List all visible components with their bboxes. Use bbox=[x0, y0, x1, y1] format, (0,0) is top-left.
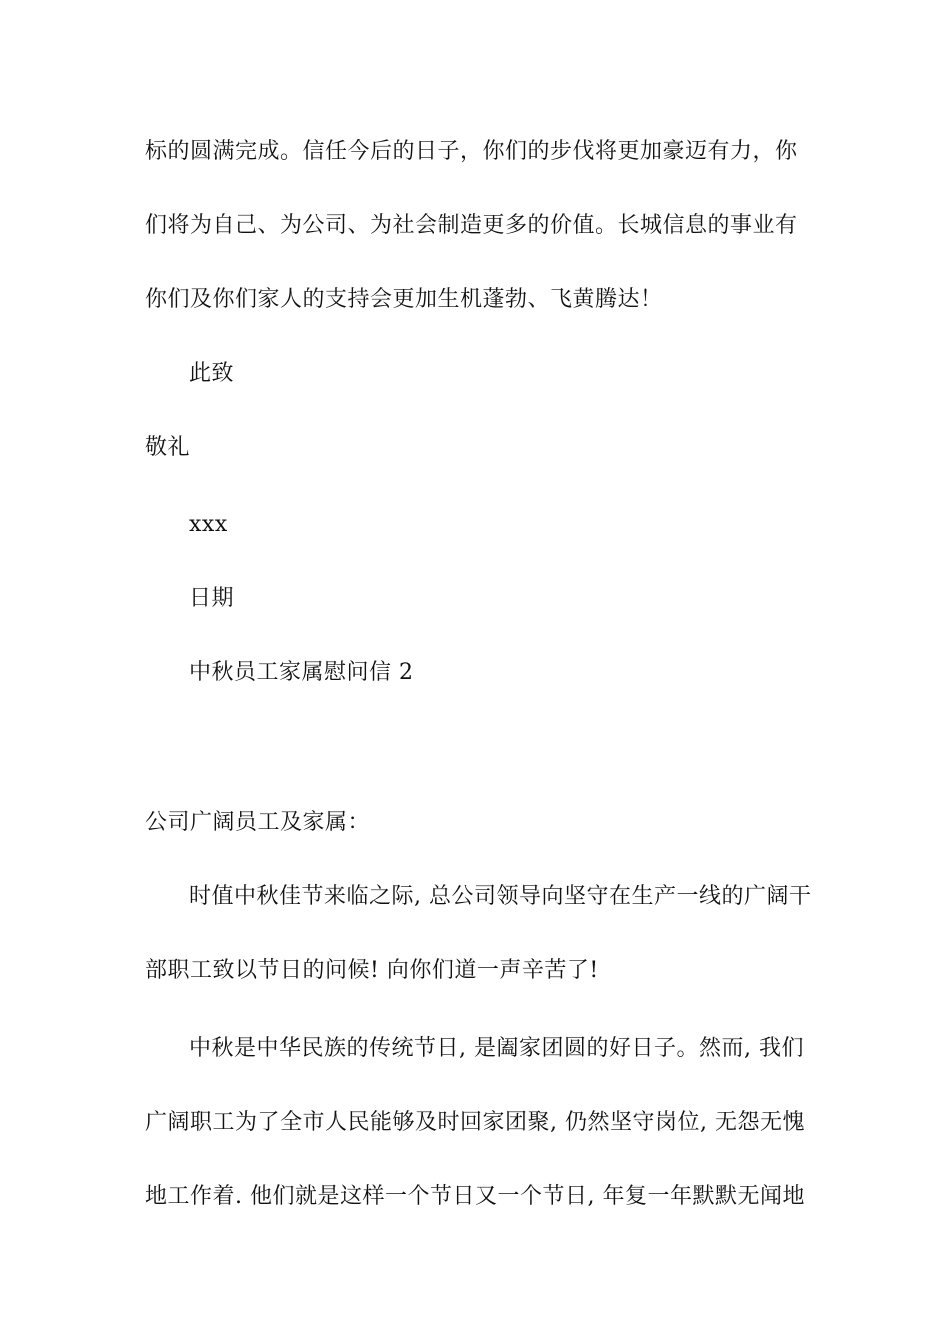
paragraph-line: 你们及你们家人的支持会更加生机蓬勃、飞黄腾达！ bbox=[145, 287, 663, 312]
closing-salutation: 此致 bbox=[189, 361, 235, 386]
section-title: 中秋员工家属慰问信 2 bbox=[189, 660, 414, 685]
signature-date: 日期 bbox=[189, 586, 235, 611]
paragraph-line: 们将为自己、为公司、为社会制造更多的价值。长城信息的事业有 bbox=[145, 213, 798, 238]
paragraph-line: 地工作着. 他们就是这样一个节日又一个节日, 年复一年默默无闻地 bbox=[145, 1184, 805, 1209]
letter-greeting: 公司广阔员工及家属： bbox=[145, 810, 371, 835]
paragraph-line: 广阔职工为了全市人民能够及时回家团聚, 仍然坚守岗位, 无怨无愧 bbox=[145, 1110, 805, 1135]
paragraph-line: 时值中秋佳节来临之际, 总公司领导向坚守在生产一线的广阔干 bbox=[189, 884, 812, 909]
closing-regards: 敬礼 bbox=[145, 435, 191, 460]
paragraph-line: 中秋是中华民族的传统节日, 是阖家团圆的好日子。然而, 我们 bbox=[189, 1036, 804, 1061]
paragraph-line: 部职工致以节日的问候! 向你们道一声辛苦了! bbox=[145, 958, 599, 983]
signature-name: xxx bbox=[189, 512, 228, 537]
paragraph-line: 标的圆满完成。信任今后的日子，你们的步伐将更加豪迈有力，你 bbox=[145, 139, 798, 164]
